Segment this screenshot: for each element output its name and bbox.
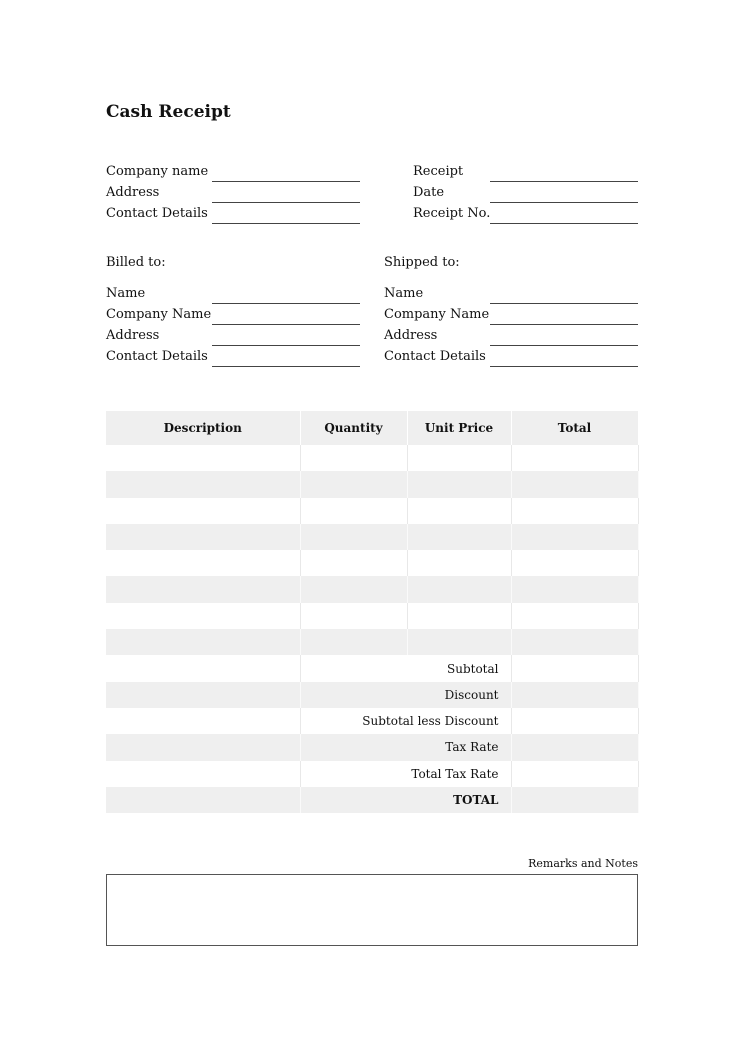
billed-contact-label: Contact Details [106,349,208,364]
date-field [413,185,638,205]
billed-company-label: Company Name [106,307,212,322]
billed-contact-input[interactable] [212,366,360,367]
company-contact-field [106,206,360,226]
cell-quantity[interactable] [300,498,407,524]
date-input[interactable] [490,202,638,203]
summary-spacer [106,682,300,708]
cell-quantity[interactable] [300,471,407,497]
items-table [106,411,639,813]
cell-description[interactable] [106,524,300,550]
cell-total[interactable] [511,576,638,602]
shipped-name-input[interactable] [490,303,638,304]
shipped-address-field [384,328,638,348]
summary-row-total [106,787,638,813]
summary-row-subtotal-less-discount [106,708,638,734]
table-row [106,576,638,602]
summary-spacer [106,708,300,734]
discount-value[interactable] [511,682,638,708]
cell-total[interactable] [511,471,638,497]
cell-total[interactable] [511,524,638,550]
billed-to-heading: Billed to: [106,255,166,270]
shipped-address-input[interactable] [490,345,638,346]
header-total: Total [511,411,638,445]
remarks-textarea[interactable] [106,874,638,946]
subtotal-less-discount-value[interactable] [511,708,638,734]
company-address-label: Address [106,185,160,200]
shipped-company-input[interactable] [490,324,638,325]
summary-spacer [106,761,300,787]
cell-total[interactable] [511,629,638,655]
subtotal-less-discount-label: Subtotal less Discount [300,708,511,734]
summary-row-discount [106,682,638,708]
table-row [106,524,638,550]
discount-label: Discount [300,682,511,708]
total-label: TOTAL [300,787,511,813]
company-contact-input[interactable] [212,223,360,224]
cell-quantity[interactable] [300,524,407,550]
company-name-label: Company name [106,164,209,179]
cell-description[interactable] [106,576,300,602]
summary-spacer [106,655,300,681]
billed-name-input[interactable] [212,303,360,304]
billed-address-field [106,328,360,348]
cell-total[interactable] [511,445,638,471]
date-label: Date [413,185,445,200]
table-row [106,629,638,655]
shipped-name-label: Name [384,286,424,301]
page-title: Cash Receipt [106,102,231,122]
total-value[interactable] [511,787,638,813]
billed-name-field [106,286,360,306]
cell-unit-price[interactable] [407,471,511,497]
receipt-no-input[interactable] [490,223,638,224]
shipped-address-label: Address [384,328,438,343]
remarks-label: Remarks and Notes [528,857,638,870]
cell-unit-price[interactable] [407,524,511,550]
tax-rate-label: Tax Rate [300,734,511,760]
cell-description[interactable] [106,550,300,576]
table-header-row [106,411,638,445]
cell-description[interactable] [106,629,300,655]
receipt-no-label: Receipt No. [413,206,491,221]
table-row [106,603,638,629]
shipped-company-label: Company Name [384,307,490,322]
billed-name-label: Name [106,286,146,301]
company-name-input[interactable] [212,181,360,182]
table-row [106,445,638,471]
cell-quantity[interactable] [300,603,407,629]
summary-spacer [106,787,300,813]
header-quantity: Quantity [300,411,407,445]
total-tax-rate-value[interactable] [511,761,638,787]
billed-contact-field [106,349,360,369]
summary-row-tax-rate [106,734,638,760]
shipped-name-field [384,286,638,306]
cell-description[interactable] [106,498,300,524]
table-row [106,498,638,524]
header-description: Description [106,411,300,445]
cell-unit-price[interactable] [407,603,511,629]
subtotal-label: Subtotal [300,655,511,681]
table-row [106,550,638,576]
company-address-field [106,185,360,205]
subtotal-value[interactable] [511,655,638,681]
shipped-to-heading: Shipped to: [384,255,460,270]
shipped-contact-label: Contact Details [384,349,486,364]
cell-description[interactable] [106,445,300,471]
company-contact-label: Contact Details [106,206,208,221]
tax-rate-value[interactable] [511,734,638,760]
total-tax-rate-label: Total Tax Rate [300,761,511,787]
cell-unit-price[interactable] [407,445,511,471]
cell-total[interactable] [511,498,638,524]
company-name-field [106,164,360,184]
billed-company-field [106,307,360,327]
header-unit-price: Unit Price [407,411,511,445]
table-row [106,471,638,497]
cell-description[interactable] [106,471,300,497]
cell-quantity[interactable] [300,445,407,471]
receipt-field [413,164,638,184]
cell-unit-price[interactable] [407,629,511,655]
shipped-company-field [384,307,638,327]
receipt-no-field [413,206,638,226]
cell-total[interactable] [511,603,638,629]
cell-description[interactable] [106,603,300,629]
company-address-input[interactable] [212,202,360,203]
cell-unit-price[interactable] [407,576,511,602]
shipped-contact-input[interactable] [490,366,638,367]
billed-address-input[interactable] [212,345,360,346]
receipt-input[interactable] [490,181,638,182]
billed-address-label: Address [106,328,160,343]
cell-quantity[interactable] [300,576,407,602]
cell-total[interactable] [511,550,638,576]
summary-spacer [106,734,300,760]
billed-company-input[interactable] [212,324,360,325]
shipped-contact-field [384,349,638,369]
cell-unit-price[interactable] [407,550,511,576]
cell-quantity[interactable] [300,629,407,655]
cell-unit-price[interactable] [407,498,511,524]
cell-quantity[interactable] [300,550,407,576]
summary-row-subtotal [106,655,638,681]
receipt-label: Receipt [413,164,464,179]
summary-row-total-tax-rate [106,761,638,787]
